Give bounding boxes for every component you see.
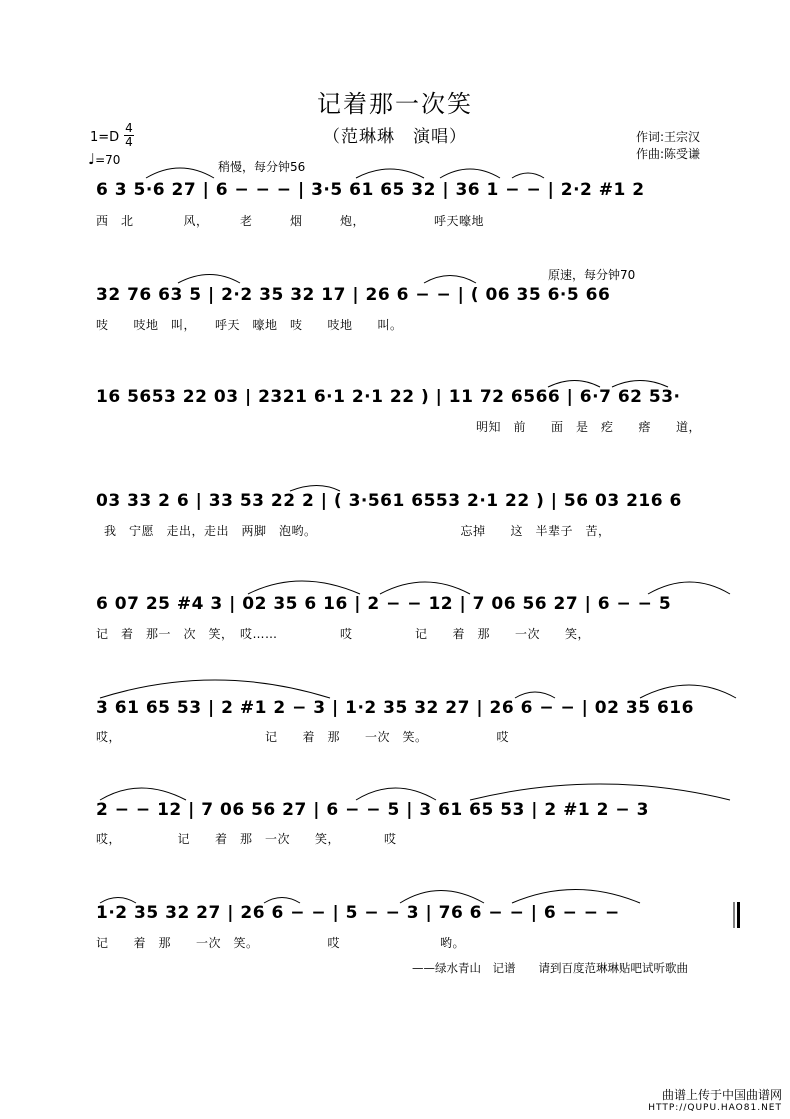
watermark-text: 曲谱上传于中国曲谱网 bbox=[661, 1088, 782, 1102]
notation-row-2: 32 76 63 5 | 2·2 35 32 17 | 26 6 − − | ( 06 35 6·5 66 bbox=[96, 285, 611, 305]
lyricist-credit: 作词:王宗汉 bbox=[636, 130, 701, 144]
notation-row-4: 03 33 2 6 | 33 53 22 2 | ( 3·561 6553 2·1 22 ) | 56 03 216 6 bbox=[96, 491, 682, 511]
tempo-mark: ♩=70 bbox=[88, 150, 121, 168]
slur bbox=[248, 581, 360, 594]
slur bbox=[356, 169, 424, 178]
performer-subtitle: （范琳琳 演唱） bbox=[323, 127, 467, 147]
slur bbox=[640, 685, 736, 698]
notation-row-5: 6 07 25 #4 3 | 02 35 6 16 | 2 − − 12 | 7 06 56 27 | 6 − − 5 bbox=[96, 594, 672, 614]
slur bbox=[440, 169, 500, 178]
slur bbox=[146, 168, 214, 178]
notation-row-8: 1·2 35 32 27 | 26 6 − − | 5 − − 3 | 76 6 − − | 6 − − − bbox=[96, 903, 620, 923]
notation-row-6: 3 61 65 53 | 2 #1 2 − 3 | 1·2 35 32 27 | 26 6 − − | 02 35 616 bbox=[96, 698, 694, 718]
slur bbox=[512, 173, 544, 178]
watermark-url: HTTP://QUPU.HAO81.NET bbox=[648, 1103, 782, 1113]
tempo-marking-original: 原速，每分钟70 bbox=[548, 268, 636, 282]
slur bbox=[648, 582, 730, 594]
lyrics-row-1: 西 北 风， 老 烟 炮， 呼天嚎地 bbox=[96, 214, 485, 228]
slur bbox=[400, 891, 484, 904]
slur bbox=[100, 680, 330, 698]
notation-row-7: 2 − − 12 | 7 06 56 27 | 6 − − 5 | 3 61 65 53 | 2 #1 2 − 3 bbox=[96, 800, 649, 820]
lyrics-row-8: 记 着 那 一次 笑。 哎 哟。 bbox=[96, 936, 466, 950]
lyrics-row-3: 明知 前 面 是 疙 瘩 道， bbox=[476, 420, 702, 434]
slur bbox=[470, 784, 730, 800]
time-signature bbox=[124, 122, 134, 149]
slur bbox=[512, 890, 640, 904]
slur bbox=[356, 788, 436, 800]
lyrics-row-7: 哎， 记 着 那 一次 笑， 哎 bbox=[96, 832, 397, 846]
transcriber-note: ——绿水青山 记谱 请到百度范琳琳贴吧试听歌曲 bbox=[412, 961, 688, 975]
lyrics-row-6: 哎， 记 着 那 一次 笑。 哎 bbox=[96, 730, 510, 744]
notation-row-3: 16 5653 22 03 | 2321 6·1 2·1 22 ) | 11 72 6566 | 6·7 62 53· bbox=[96, 387, 681, 407]
slur bbox=[100, 788, 186, 800]
notation-row-1: 6 3 5·6 27 | 6 − − − | 3·5 61 65 32 | 36 1 − − | 2·2 #1 2 bbox=[96, 180, 645, 200]
tempo-marking-slow: 稍慢，每分钟56 bbox=[218, 160, 306, 174]
slur bbox=[178, 275, 240, 284]
composer-credit: 作曲:陈受谦 bbox=[636, 147, 701, 161]
song-title: 记着那一次笑 bbox=[317, 90, 473, 118]
lyrics-row-5: 记 着 那一 次 笑， 哎…… 哎 记 着 那 一次 笑， bbox=[96, 627, 591, 641]
slur bbox=[424, 276, 476, 284]
key-signature: 1=D bbox=[90, 130, 120, 145]
time-sig-top: 4 bbox=[125, 121, 133, 135]
slur bbox=[380, 582, 470, 594]
lyrics-row-2: 吱 吱地 叫， 呼天 嚎地 吱 吱地 叫。 bbox=[96, 318, 403, 332]
quarter-note-icon: ♩ bbox=[88, 150, 96, 168]
time-sig-bottom: 4 bbox=[125, 135, 133, 149]
lyrics-row-4: 我 宁愿 走出，走出 两脚 泡哟。 忘掉 这 半辈子 苦， bbox=[104, 524, 611, 538]
